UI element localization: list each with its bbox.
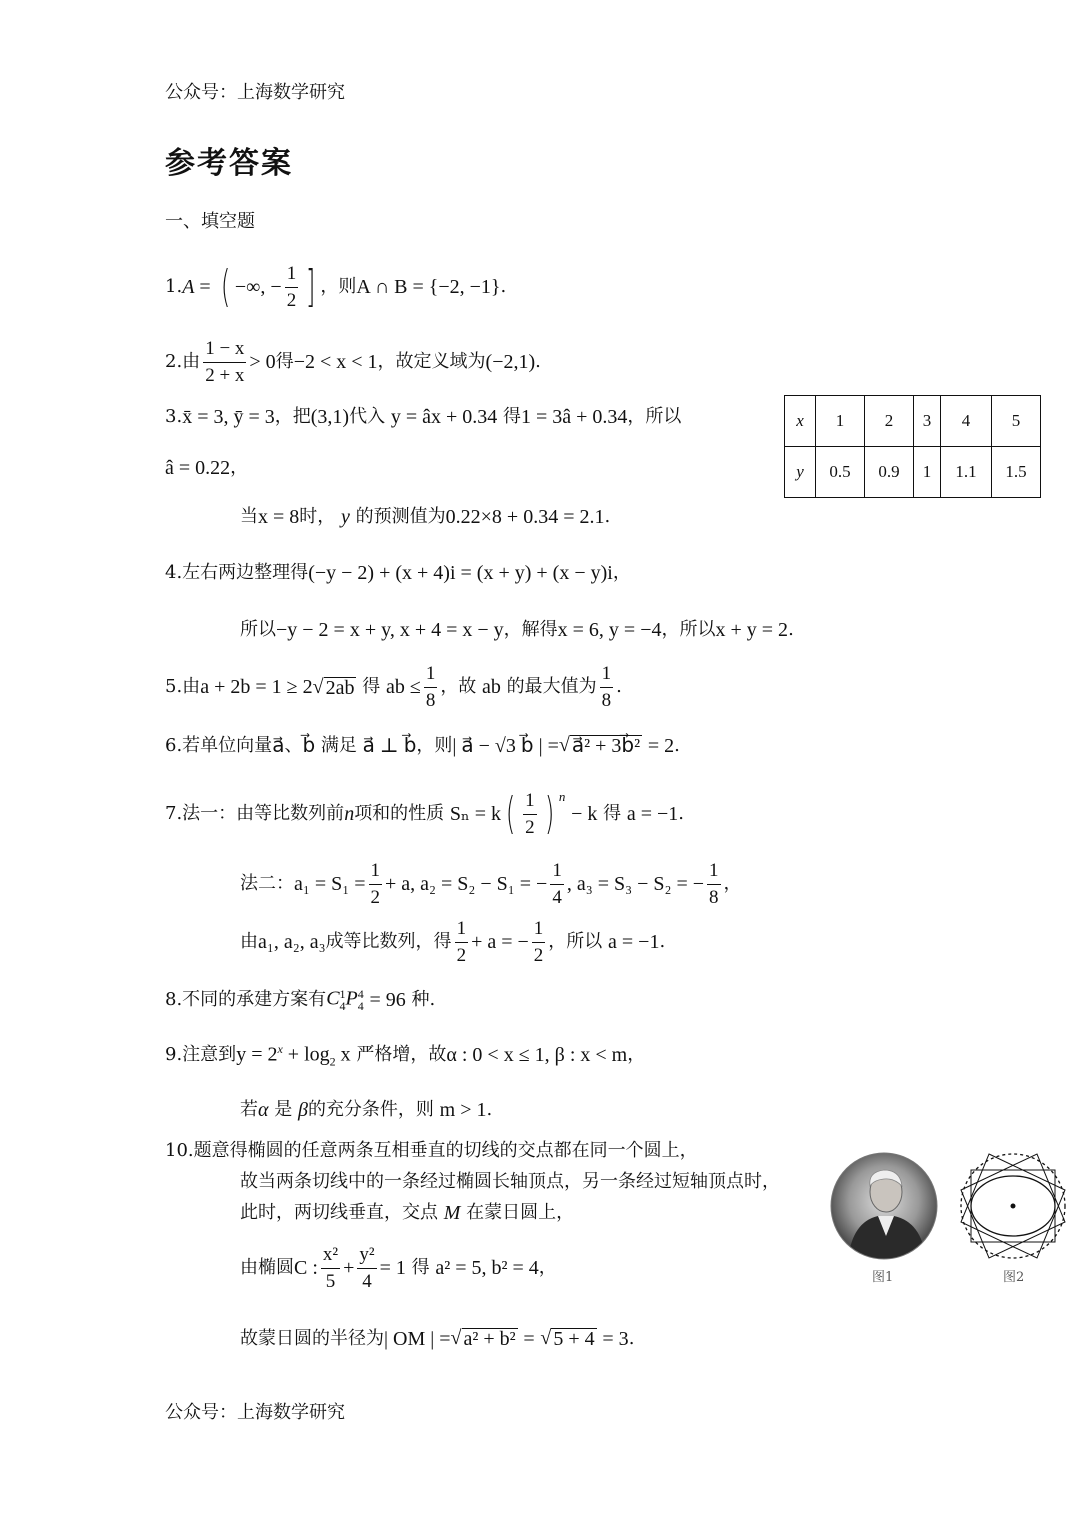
q4-equation: (−y − 2) + (x + 4)i = (x + y) + (x − y)i	[308, 562, 613, 584]
q3-calc: 0.22×8 + 0.34 = 2.1	[445, 506, 605, 528]
q9-function	[236, 1043, 350, 1068]
answer-4-line-2	[240, 620, 794, 640]
q7-l2-b: + a, a₂ = S₂ − S₁ = −	[385, 873, 548, 896]
q9-label: 9.注意到	[165, 1044, 237, 1066]
q3-x8: x = 8	[258, 506, 300, 528]
q7-a2: a = −1	[608, 931, 660, 954]
q7-frac-den: 4	[552, 886, 562, 908]
q5-frac-num: 1	[600, 663, 614, 688]
q9-end: ，	[627, 1044, 646, 1066]
q2-ineq: −2 < x < 1	[293, 351, 378, 374]
table-cell: x	[785, 396, 816, 447]
q7-close-paren: )	[544, 788, 554, 840]
figure-1-portrait	[828, 1152, 940, 1260]
q6-perp: a⃗ ⊥ b⃗	[362, 734, 417, 757]
table-row-y	[785, 447, 1041, 498]
q7-l2-frac-1	[369, 860, 383, 909]
q9-f-exp: x	[277, 1042, 283, 1056]
q3-point: (3,1)	[310, 406, 350, 428]
q8-C-sub: 4	[339, 999, 346, 1013]
q3-t3: 得	[502, 406, 521, 427]
data-table	[784, 395, 1041, 498]
q8-P-sup: 4	[357, 987, 364, 1001]
figure-2-monge-circle	[957, 1150, 1069, 1262]
page-footer: 公众号：上海数学研究	[165, 1402, 345, 1423]
q6-radicand: a⃗² + 3b⃗²	[571, 735, 641, 757]
table-cell: y	[785, 447, 816, 498]
q9-l2-mid: 是	[274, 1099, 293, 1120]
page-header: 公众号：上海数学研究	[165, 82, 345, 103]
q2-label: 2.由	[165, 351, 201, 373]
q5-post2: 的最大值为	[506, 676, 597, 698]
q5-end: .	[616, 676, 622, 698]
q7-l3-mid: 成等比数列，得	[325, 931, 452, 953]
q4-label: 4.左右两边整理得	[165, 562, 309, 583]
q10-radicand-1: a² + b²	[463, 1328, 516, 1350]
answer-1	[165, 263, 506, 312]
answer-7-line-3	[240, 918, 665, 967]
q6-end: .	[674, 734, 680, 756]
q10-frac-y	[357, 1244, 376, 1293]
q1-neginf: −∞, −	[234, 276, 282, 299]
q5-ab-ineq: ab ≤	[385, 676, 421, 699]
q7-l3-post: ，所以	[548, 931, 603, 953]
q10-frac-num: x²	[321, 1244, 340, 1269]
q9-l2-mid2: 的充分条件，则	[307, 1099, 434, 1120]
q10-l4-end: ，	[538, 1257, 557, 1279]
q9-f: y = 2	[236, 1043, 278, 1066]
q9-alpha: α	[258, 1099, 269, 1121]
q7-frac-den: 2	[533, 944, 544, 966]
q10-l5-pre: 故蒙日圆的半径为	[240, 1327, 384, 1349]
page-title: 参考答案	[165, 146, 293, 181]
q10-radicand-2: 5 + 4	[553, 1328, 595, 1350]
q6-mid: 满足	[320, 734, 357, 756]
q10-l4-pre: 由椭圆	[240, 1257, 294, 1279]
table-cell: 0.5	[816, 447, 865, 498]
q7-a: a = −1	[626, 803, 679, 826]
table-row-x	[785, 396, 1041, 447]
q8-post: 种.	[411, 989, 436, 1010]
q7-frac-num: 1	[523, 790, 537, 815]
q7-open-paren: (	[505, 788, 516, 840]
q9-set: α : 0 < x ≤ 1, β : x < m	[446, 1044, 628, 1067]
q4-solution: x = 6, y = −4	[557, 619, 662, 641]
q1-frac-num: 1	[285, 263, 299, 288]
q7-l3-pre: 由	[240, 931, 258, 953]
q10-l5-end: .	[628, 1327, 635, 1349]
table-cell: 3	[914, 396, 941, 447]
q3-means: x̄ = 3, ȳ = 3	[182, 406, 275, 428]
q8-result: = 96	[369, 989, 406, 1011]
q1-eq: =	[199, 276, 211, 299]
q7-k: − k	[571, 803, 598, 826]
q10-radical-sign: √	[450, 1327, 462, 1349]
q10-l3-pre: 此时，两切线垂直，交点	[240, 1202, 438, 1223]
q4-l2-mid: ，解得	[503, 619, 558, 640]
q6-sep: 、	[284, 734, 303, 756]
q5-eq: a + 2b = 1 ≥ 2	[200, 676, 313, 699]
q1-label: 1.	[165, 276, 183, 298]
q6-vec-b: b⃗	[302, 734, 316, 757]
q1-end: .	[500, 276, 507, 298]
q5-fraction-2	[600, 663, 614, 712]
answer-10-line-3	[240, 1203, 574, 1223]
table-cell: 1.1	[941, 447, 992, 498]
q10-l3-post: 在蒙日圆上，	[466, 1202, 575, 1223]
q8-C-sup: 1	[339, 987, 346, 1001]
q5-ab: ab	[482, 676, 501, 699]
q6-result: = 2	[647, 734, 675, 757]
q7-frac-den: 2	[456, 944, 467, 966]
q1-set-a: A	[182, 276, 195, 299]
q10-frac-den: 5	[325, 1270, 336, 1292]
q7-post: 得	[603, 803, 622, 825]
q7-l3-frac-1	[455, 918, 469, 967]
q7-l2-pre: 法二：	[240, 873, 294, 895]
table-cell: 5	[992, 396, 1041, 447]
q7-l3-frac-2	[532, 918, 546, 967]
q8-P: P	[345, 987, 358, 1010]
q7-seq: a₁, a₂, a₃	[258, 931, 326, 954]
q7-l2-frac-3	[707, 860, 721, 909]
q9-l2-pre: 若	[240, 1099, 258, 1120]
q3-t2: 代入	[349, 406, 386, 427]
figure-2-caption: 图2	[1003, 1270, 1025, 1285]
q7-frac-num: 1	[532, 918, 546, 943]
table-cell: 4	[941, 396, 992, 447]
answer-10-line-1: 10.题意得椭圆的任意两条互相垂直的切线的交点都在同一个圆上，	[165, 1140, 698, 1161]
q3-l2-end: ，	[230, 457, 249, 478]
q6-post: ，则	[416, 734, 453, 756]
q3-l3-mid: 时，	[299, 506, 336, 527]
q9-log-x: x	[335, 1043, 351, 1066]
answer-9-line-1	[165, 1043, 645, 1068]
q7-exponent: n	[558, 789, 566, 804]
q9-beta: β	[297, 1099, 308, 1121]
q7-sum: Sₙ = k	[449, 803, 501, 826]
q7-frac-den: 2	[525, 816, 535, 838]
answer-2	[165, 338, 541, 387]
q5-label: 5.由	[165, 676, 201, 698]
q7-n: n	[344, 803, 355, 826]
q3-l3-end: .	[604, 506, 611, 527]
q2-frac-den: 2 + x	[205, 364, 245, 386]
q7-l2-a: a₁ = S₁ =	[294, 873, 366, 896]
q5-frac-num: 1	[424, 663, 438, 688]
q10-res2: = 3	[602, 1327, 629, 1350]
answer-3-line-2	[165, 458, 248, 478]
q7-frac-num: 1	[455, 918, 469, 943]
q3-t1: ，把	[274, 406, 311, 427]
answer-10-line-5: 故蒙日圆的半径为 | OM | = √ a² + b² = √ 5 + 4 = 3 .	[240, 1327, 635, 1350]
q10-res: = 1	[379, 1257, 406, 1280]
answer-3-line-1	[165, 407, 681, 427]
q1-text: ，则	[320, 276, 357, 298]
q10-frac-den: 4	[362, 1270, 372, 1292]
q2-interval: (−2,1)	[485, 351, 536, 374]
q8-combination	[326, 988, 364, 1012]
q5-radical-sign: √	[312, 675, 324, 698]
answer-3-line-3	[240, 507, 610, 527]
table-cell: 0.9	[865, 447, 914, 498]
q3-l3-pre: 当	[240, 506, 258, 527]
q3-eq2: 1 = 3â + 0.34	[520, 406, 628, 428]
q3-label: 3.	[165, 406, 183, 427]
q2-end: .	[535, 351, 541, 373]
table-cell: 1	[816, 396, 865, 447]
q10-radical-sign: √	[540, 1327, 552, 1349]
q9-l2-end: .	[486, 1099, 493, 1120]
q2-frac-num: 1 − x	[203, 338, 246, 363]
q7-frac-num: 1	[707, 860, 721, 885]
q2-post: ，故定义域为	[377, 351, 486, 373]
q3-regression: y = âx + 0.34	[390, 406, 498, 428]
q7-end: .	[678, 803, 684, 825]
q8-C: C	[326, 987, 340, 1010]
q6-label: 6.若单位向量	[165, 734, 273, 756]
answer-7-line-2	[240, 860, 742, 909]
q10-C: C :	[294, 1257, 318, 1280]
q10-l4-mid: 得	[411, 1257, 430, 1279]
q1-intersection: A ∩ B = {−2, −1}	[356, 276, 501, 299]
q10-OM: | OM | =	[384, 1327, 451, 1350]
figure-1-caption: 图1	[872, 1270, 894, 1285]
q3-t4: ，所以	[627, 406, 682, 427]
q3-l3-mid2: 的预测值为	[355, 506, 446, 527]
q5-mid: 得	[362, 676, 381, 698]
q4-comma: ，	[612, 562, 631, 583]
q2-mid: 得	[275, 351, 294, 373]
q10-ab: a² = 5, b² = 4	[435, 1257, 539, 1280]
q2-gt: > 0	[249, 351, 276, 374]
q5-post: ，故	[440, 676, 477, 698]
q4-l2-mid2: ，所以	[661, 619, 716, 640]
q10-M: M	[443, 1202, 461, 1224]
q5-frac-den: 8	[425, 689, 436, 711]
q6-vec-a: a⃗	[272, 734, 285, 757]
q7-l2-frac-2	[550, 860, 564, 909]
table-cell: 2	[865, 396, 914, 447]
answer-9-line-2	[240, 1100, 492, 1120]
answer-5	[165, 663, 622, 712]
q7-l2-end: ，	[723, 873, 742, 895]
q4-end: .	[788, 619, 794, 640]
section-heading: 一、填空题	[165, 211, 255, 232]
q6-radical-sign: √	[558, 734, 570, 756]
q8-P-sub: 4	[357, 999, 364, 1013]
q2-fraction	[203, 338, 246, 387]
q10-sqrt-2	[540, 1328, 596, 1349]
answer-4-line-1	[165, 563, 631, 583]
q4-system: −y − 2 = x + y, x + 4 = x − y	[276, 619, 504, 641]
q9-log-base: 2	[329, 1054, 336, 1069]
q5-fraction-1	[424, 663, 438, 712]
q5-frac-den: 8	[601, 689, 612, 711]
table-cell: 1	[914, 447, 941, 498]
q10-frac-num: y²	[357, 1244, 376, 1269]
q7-frac-num: 1	[550, 860, 564, 885]
q8-label: 8.不同的承建方案有	[165, 989, 327, 1010]
q1-close-bracket: ]	[306, 261, 316, 313]
answer-7-line-1	[165, 790, 684, 839]
q7-mid: 项和的性质	[354, 803, 445, 825]
q3-y: y	[341, 506, 350, 528]
answer-6	[165, 735, 680, 756]
answer-10-line-4: 由椭圆 C : $\frac{\text{x²}}{5}$ + $\frac{\text{y²}}{4}$ = 1 得 a² = 5, b² = 4 ，	[240, 1244, 557, 1292]
q3-a-hat: â = 0.22	[165, 457, 231, 479]
q6-lhs: | a⃗ − √3 b⃗ | =	[452, 734, 559, 757]
q7-frac-den: 8	[709, 886, 719, 908]
q1-frac-den: 2	[286, 289, 297, 311]
q7-label: 7.法一：由等比数列前	[165, 803, 345, 825]
q6-sqrt	[559, 735, 642, 756]
q4-l2-pre: 所以	[240, 619, 276, 640]
q7-pa: + a = −	[471, 931, 529, 954]
q9-mid: 严格增，故	[356, 1044, 447, 1066]
q10-frac-x	[321, 1244, 340, 1293]
q7-frac-num: 1	[369, 860, 383, 885]
q7-l3-end: .	[659, 931, 666, 953]
q1-open-paren: (	[220, 261, 230, 313]
table-cell: 1.5	[992, 447, 1041, 498]
answer-10-line-2: 故当两条切线中的一条经过椭圆长轴顶点，另一条经过短轴顶点时，	[240, 1171, 780, 1192]
answer-8	[165, 988, 435, 1012]
q9-log: + log	[282, 1043, 330, 1066]
q7-l2-c: , a₃ = S₃ − S₂ = −	[566, 873, 705, 896]
q5-radicand: 2ab	[325, 676, 355, 699]
q7-frac-den: 2	[370, 886, 381, 908]
q5-sqrt	[313, 677, 357, 698]
q9-m: m > 1	[439, 1099, 487, 1121]
q7-fraction	[523, 790, 537, 839]
q4-sum: x + y = 2	[715, 619, 789, 641]
q10-sqrt-1	[451, 1328, 518, 1349]
q1-fraction	[285, 263, 299, 312]
